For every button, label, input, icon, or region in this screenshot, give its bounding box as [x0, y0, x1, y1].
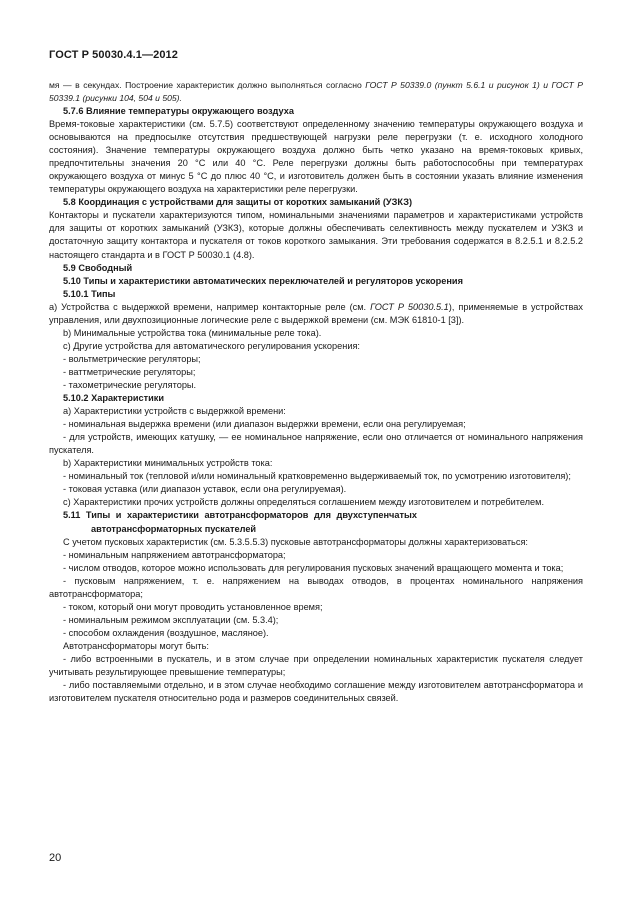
section-heading-5-7-6: 5.7.6 Влияние температуры окружающего воздуха	[63, 106, 294, 116]
list-item: - номинальным напряжением автотрансформатора;	[63, 549, 286, 560]
list-item-b: b) Характеристики минимальных устройств тока:	[63, 458, 273, 469]
list-item-c: с) Другие устройства для автоматического регулирования ускорения:	[63, 340, 360, 351]
list-item-b: b) Минимальные устройства тока (минимальные реле тока).	[63, 327, 322, 338]
paragraph: Автотрансформаторы могут быть:	[63, 640, 209, 651]
section-heading-5-10-2: 5.10.2 Характеристики	[63, 393, 165, 404]
list-item: - либо встроенными в пускатель, и в этом случае при определении номинальных характеристик пускателя следует учитывать результирующее превышение температуры;	[49, 653, 583, 678]
document-header: ГОСТ Р 50030.4.1—2012	[49, 49, 178, 61]
text-span: мя — в секундах. Построение характеристик должно выполняться согласно	[49, 80, 366, 90]
list-item: - ваттметрические регуляторы;	[63, 366, 196, 377]
list-item: - номинальным режимом эксплуатации (см. 5.3.4);	[63, 614, 279, 625]
list-item: - током, который они могут проводить установленное время;	[63, 601, 323, 612]
section-heading-5-10-1: 5.10.1 Типы	[63, 288, 116, 299]
list-item-a	[49, 301, 583, 327]
page-number: 20	[49, 852, 62, 864]
standard-reference: ГОСТ Р 50339.0 (пункт 5.6.1 и рисунок 1) и ГОСТ Р 50339.1 (рисунки 104, 504 и 505).	[49, 80, 583, 103]
heading-line: автотрансформаторных пускателей	[91, 523, 257, 534]
paragraph: С учетом пусковых характеристик (см. 5.3.5.5.3) пусковые автотрансформаторы должны характеризоваться:	[63, 536, 528, 547]
list-item: - способом охлаждения (воздушное, масляное).	[63, 627, 269, 638]
list-item: - тахометрические регуляторы.	[63, 379, 197, 390]
document-body	[49, 79, 583, 705]
list-item-a: а) Характеристики устройств с выдержкой времени:	[63, 406, 286, 417]
text-span: а) Устройства с выдержкой времени, например контакторные реле (см.	[49, 301, 371, 312]
section-heading-5-10: 5.10 Типы и характеристики автоматических переключателей и регуляторов ускорения	[63, 275, 463, 286]
list-item: - пусковым напряжением, т. е. напряжением на выводах отводов, в процентах номинального напряжения автотрансформатора;	[49, 575, 583, 599]
list-item: - числом отводов, которое можно использовать для регулирования пусковых значений вращающего момента и тока;	[63, 562, 564, 573]
list-item: - номинальная выдержка времени (или диапазон выдержки времени, если она регулируемая;	[63, 419, 466, 430]
list-item: - токовая уставка (или диапазон уставок, если она регулируемая).	[63, 484, 347, 495]
standard-reference: ГОСТ Р 50030.5.1	[370, 301, 449, 312]
section-heading-5-9: 5.9 Свободный	[63, 262, 133, 273]
paragraph: Время-токовые характеристики (см. 5.7.5) соответствуют определенному значению температуры окружающего воздуха и основываются на предпосылке отсутствия предшествующей нагрузки реле перегрузки (т. е. исходного холодного состояния). Значение температуры окружающего воздуха должно быть четко указано на время-токовых кривых, предпочтительны значения 20 °С или 40 °С. Реле перегрузки должны быть работоспособны при температурах окружающего воздуха от минус 5 °С до плюс 40 °С, и изготовитель должен быть в состоянии указать влияние изменения температуры окружающего воздуха на характеристики реле перегрузки.	[49, 119, 583, 195]
list-item: - для устройств, имеющих катушку, — ее номинальное напряжение, если оно отличается от номинального напряжения пускателя.	[49, 432, 583, 456]
list-item-c: с) Характеристики прочих устройств должны определяться соглашением между изготовителем и потребителем.	[63, 497, 545, 508]
list-item: - либо поставляемыми отдельно, и в этом случае необходимо соглашение между изготовителем автотрансформатора и изготовителем пускателя относительно рода и размеров соединительных связей.	[49, 680, 583, 704]
list-item: - вольтметрические регуляторы;	[63, 353, 201, 364]
list-item: - номинальный ток (тепловой и/или номинальный кратковременно выдерживаемый ток, по усмотрению изготовителя);	[63, 471, 571, 482]
paragraph: Контакторы и пускатели характеризуются типом, номинальными значениями параметров и характеристиками устройств для защиты от коротких замыканий (УЗКЗ), которые должны обеспечивать селективность между пускателем и УЗКЗ и достаточную защиту контактора и пускателя от токов короткого замыкания. Эти требования содержатся в 8.2.5.1 и 8.2.5.2 настоящего стандарта и в ГОСТ Р 50030.1 (4.8).	[49, 210, 583, 260]
heading-line: 5.11 Типы и характеристики автотрансформаторов для двухступенчатых	[63, 510, 417, 521]
section-heading-5-8: 5.8 Координация с устройствами для защиты от коротких замыканий (УЗКЗ)	[63, 197, 413, 208]
paragraph-continuation	[49, 79, 583, 105]
text-span: ), применяемые в устройствах управления, или двухпозиционные логические реле с выдержкой времени (см. МЭК 61810-1 [3]).	[49, 301, 583, 325]
section-heading-5-11	[63, 509, 583, 535]
